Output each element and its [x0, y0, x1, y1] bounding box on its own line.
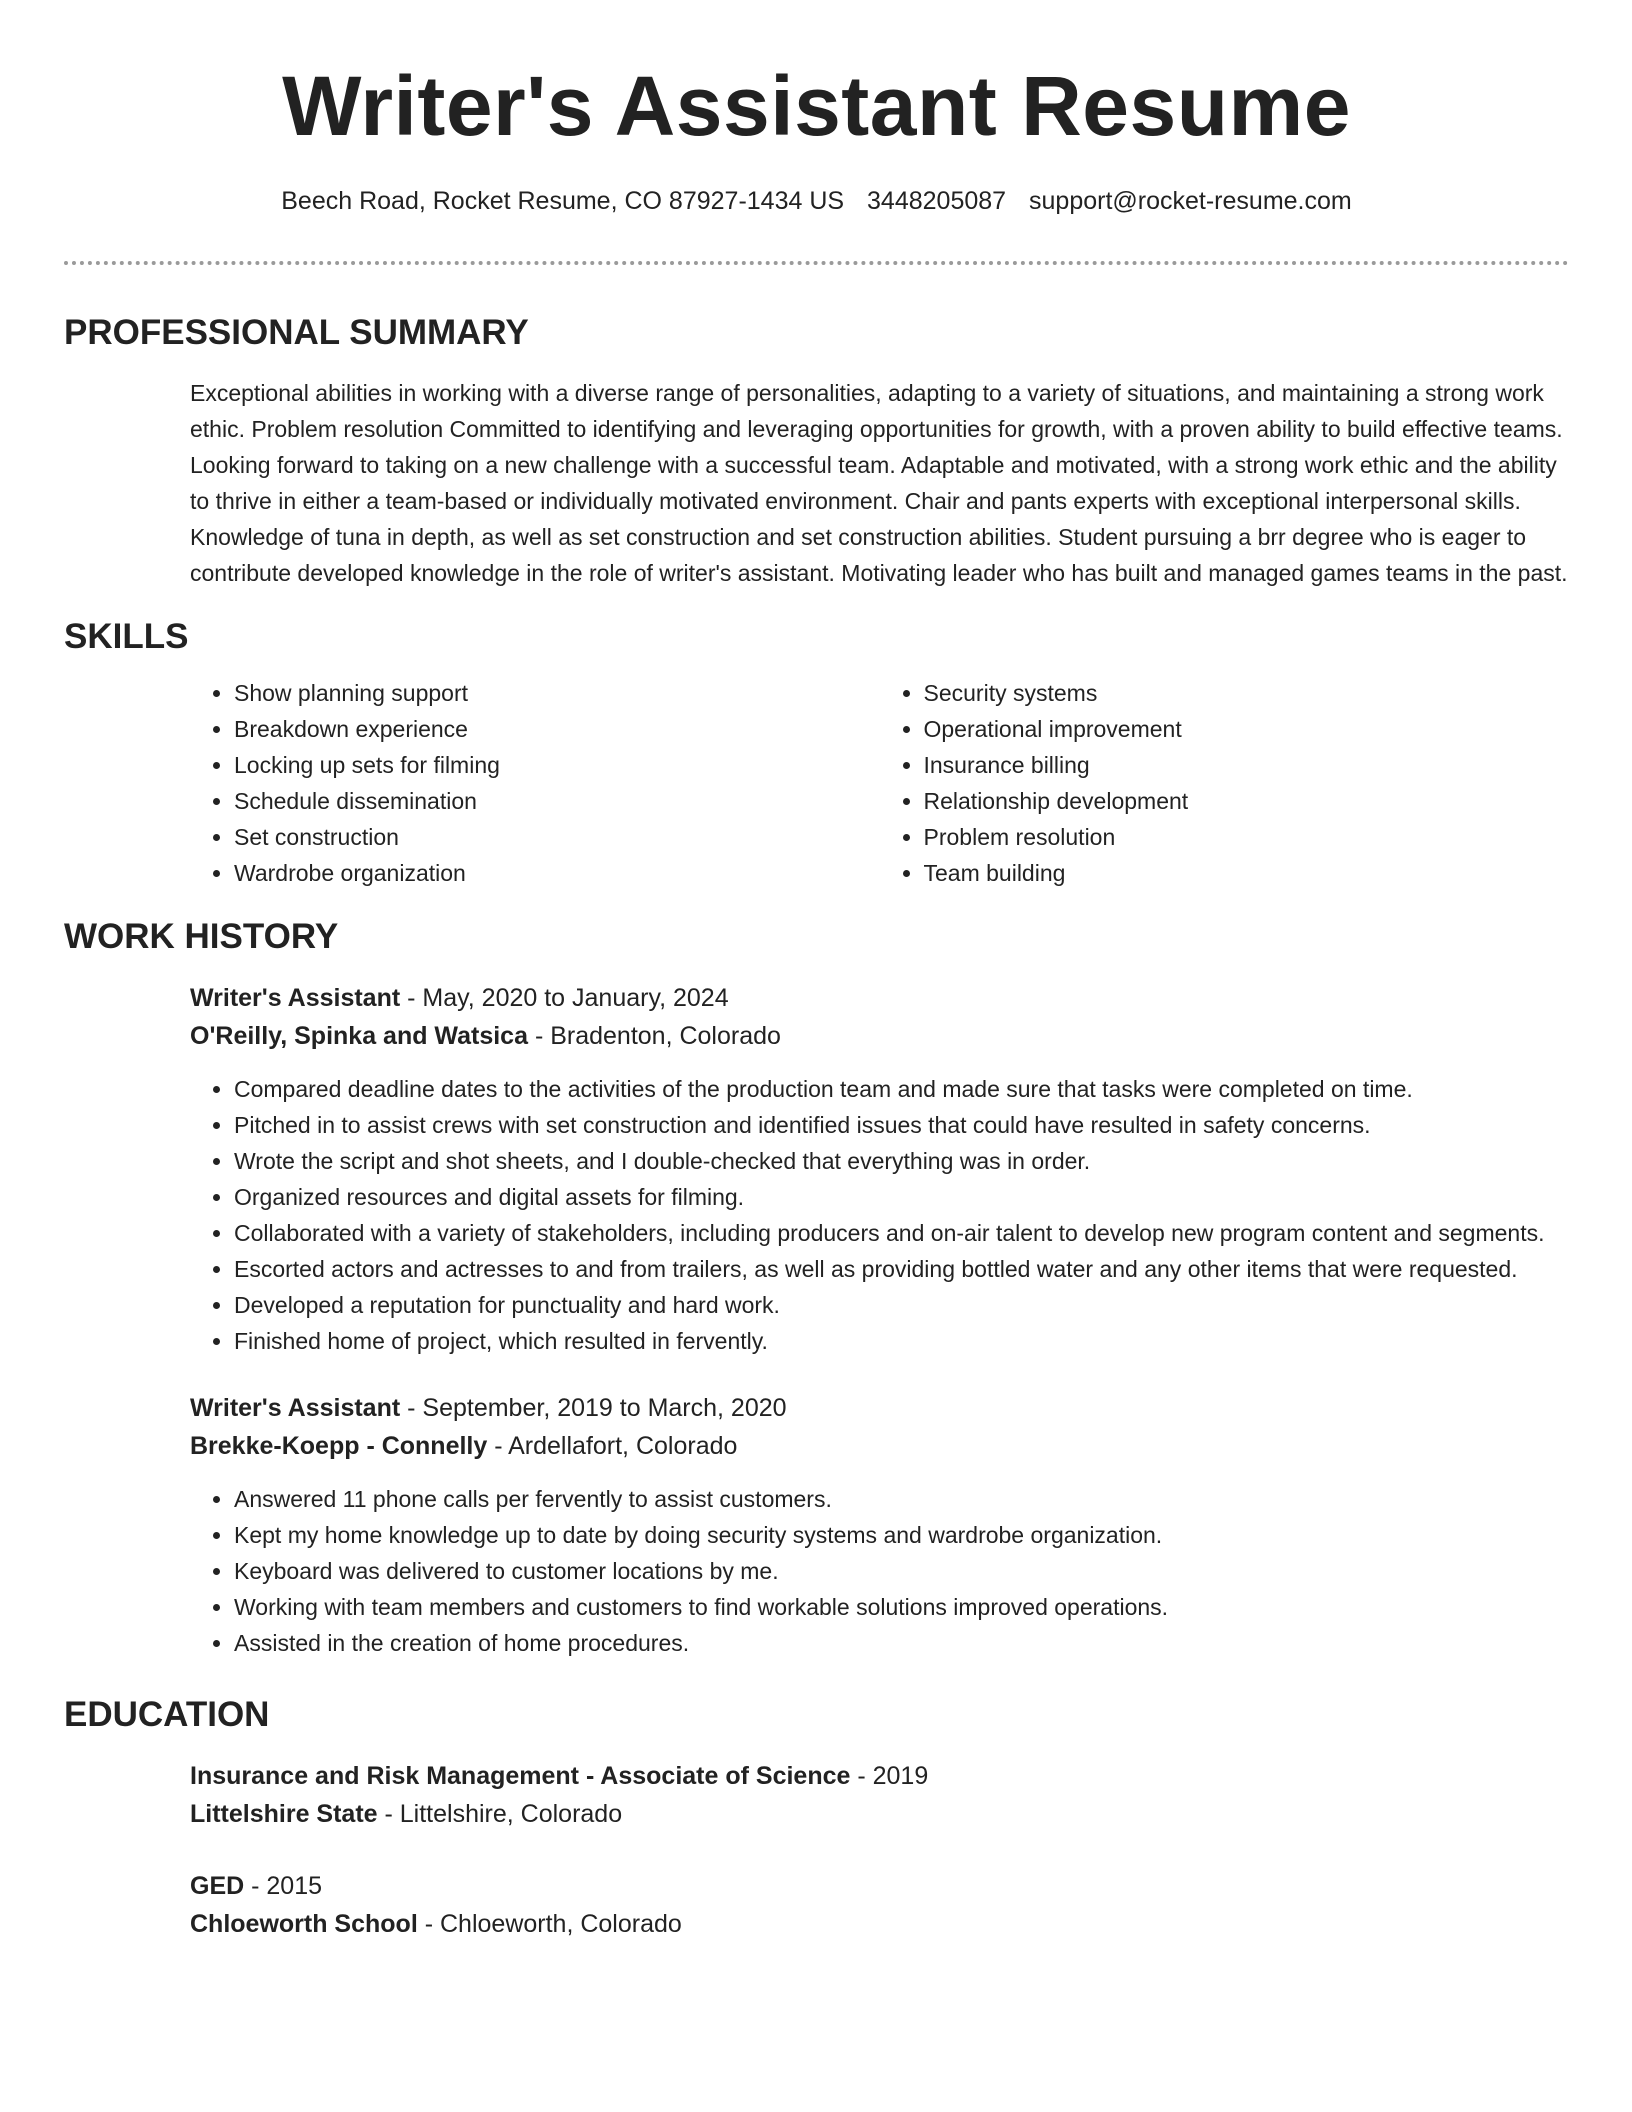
header-divider	[64, 261, 1569, 265]
degree-line	[190, 1757, 1569, 1795]
job-company-line	[190, 1017, 1569, 1055]
skill-item: • Insurance billing	[924, 747, 1570, 783]
degree-year: - 2015	[244, 1872, 323, 1900]
job-bullet: • Working with team members and customers to find workable solutions improved operations.	[234, 1589, 1569, 1625]
contact-email: support@rocket-resume.com	[1029, 187, 1352, 215]
job-bullets	[190, 1071, 1569, 1359]
resume-title: Writer's Assistant Resume	[282, 59, 1351, 153]
job-company-line	[190, 1427, 1569, 1465]
contact-line	[64, 184, 1569, 218]
job-entry	[190, 1389, 1569, 1661]
skill-item: • Locking up sets for filming	[234, 747, 880, 783]
degree-name: Insurance and Risk Management - Associate of Science	[190, 1762, 851, 1790]
education-entry	[190, 1757, 1569, 1833]
school-name: Littelshire State	[190, 1800, 378, 1828]
skill-item: • Team building	[924, 855, 1570, 891]
job-bullet: • Pitched in to assist crews with set construction and identified issues that could have resulted in safety concerns.	[234, 1107, 1569, 1143]
job-bullet: • Kept my home knowledge up to date by doing security systems and wardrobe organization.	[234, 1517, 1569, 1553]
skill-item: • Wardrobe organization	[234, 855, 880, 891]
job-title: Writer's Assistant	[190, 984, 401, 1012]
job-bullet: • Wrote the script and shot sheets, and I double-checked that everything was in order.	[234, 1143, 1569, 1179]
job-title: Writer's Assistant	[190, 1394, 401, 1422]
skill-item: • Breakdown experience	[234, 711, 880, 747]
skill-item: • Operational improvement	[924, 711, 1570, 747]
job-entry	[190, 979, 1569, 1359]
job-bullet: • Finished home of project, which resulted in fervently.	[234, 1323, 1569, 1359]
degree-name: GED	[190, 1872, 245, 1900]
skills-heading: SKILLS	[64, 617, 189, 656]
work-history-heading: WORK HISTORY	[64, 917, 339, 956]
skills-list	[190, 675, 1569, 891]
job-bullet: • Escorted actors and actresses to and from trailers, as well as providing bottled water and any other items that were requested.	[234, 1251, 1569, 1287]
education-heading: EDUCATION	[64, 1695, 270, 1734]
school-location: - Chloeworth, Colorado	[417, 1910, 682, 1938]
degree-year: - 2019	[850, 1762, 929, 1790]
school-location: - Littelshire, Colorado	[377, 1800, 623, 1828]
skill-item: • Relationship development	[924, 783, 1570, 819]
skill-item: • Schedule dissemination	[234, 783, 880, 819]
contact-address: Beech Road, Rocket Resume, CO 87927-1434 US	[281, 187, 845, 215]
school-name: Chloeworth School	[190, 1910, 418, 1938]
skill-item: • Problem resolution	[924, 819, 1570, 855]
job-bullet: • Compared deadline dates to the activities of the production team and made sure that tasks were completed on time.	[234, 1071, 1569, 1107]
job-dates: - September, 2019 to March, 2020	[400, 1394, 787, 1422]
education-entry	[190, 1867, 1569, 1943]
skills-column-right	[880, 675, 1570, 891]
job-dates: - May, 2020 to January, 2024	[400, 984, 729, 1012]
summary-text: Exceptional abilities in working with a diverse range of personalities, adapting to a variety of situations, and maintaining a strong work ethic. Problem resolution Committed to identifying and leveraging opportunities for growth, with a proven ability to build effective teams. Looking forward to taking on a new challenge with a successful team. Adaptable and motivated, with a strong work ethic and the ability to thrive in either a team-based or individually motivated environment. Chair and pants experts with exceptional interpersonal skills. Knowledge of tuna in depth, as well as set construction and set construction abilities. Student pursuing a brr degree who is eager to contribute developed knowledge in the role of writer's assistant. Motivating leader who has built and managed games teams in the past.	[190, 380, 1568, 586]
skill-item: • Set construction	[234, 819, 880, 855]
skills-column-left	[190, 675, 880, 891]
contact-phone: 3448205087	[867, 187, 1007, 215]
skill-item: • Show planning support	[234, 675, 880, 711]
job-title-line	[190, 979, 1569, 1017]
job-bullet: • Keyboard was delivered to customer locations by me.	[234, 1553, 1569, 1589]
job-location: - Ardellafort, Colorado	[487, 1432, 738, 1460]
job-title-line	[190, 1389, 1569, 1427]
resume-page	[64, 0, 1569, 1943]
school-line	[190, 1905, 1569, 1943]
job-bullet: • Answered 11 phone calls per fervently to assist customers.	[234, 1481, 1569, 1517]
skill-item: • Security systems	[924, 675, 1570, 711]
school-line	[190, 1795, 1569, 1833]
job-bullet: • Assisted in the creation of home procedures.	[234, 1625, 1569, 1661]
job-company: Brekke-Koepp - Connelly	[190, 1432, 488, 1460]
job-bullet: • Developed a reputation for punctuality and hard work.	[234, 1287, 1569, 1323]
summary-heading: PROFESSIONAL SUMMARY	[64, 313, 529, 352]
job-company: O'Reilly, Spinka and Watsica	[190, 1022, 528, 1050]
job-bullet: • Organized resources and digital assets for filming.	[234, 1179, 1569, 1215]
degree-line	[190, 1867, 1569, 1905]
job-bullets	[190, 1481, 1569, 1661]
job-location: - Bradenton, Colorado	[528, 1022, 781, 1050]
job-bullet: • Collaborated with a variety of stakeholders, including producers and on-air talent to develop new program content and segments.	[234, 1215, 1569, 1251]
